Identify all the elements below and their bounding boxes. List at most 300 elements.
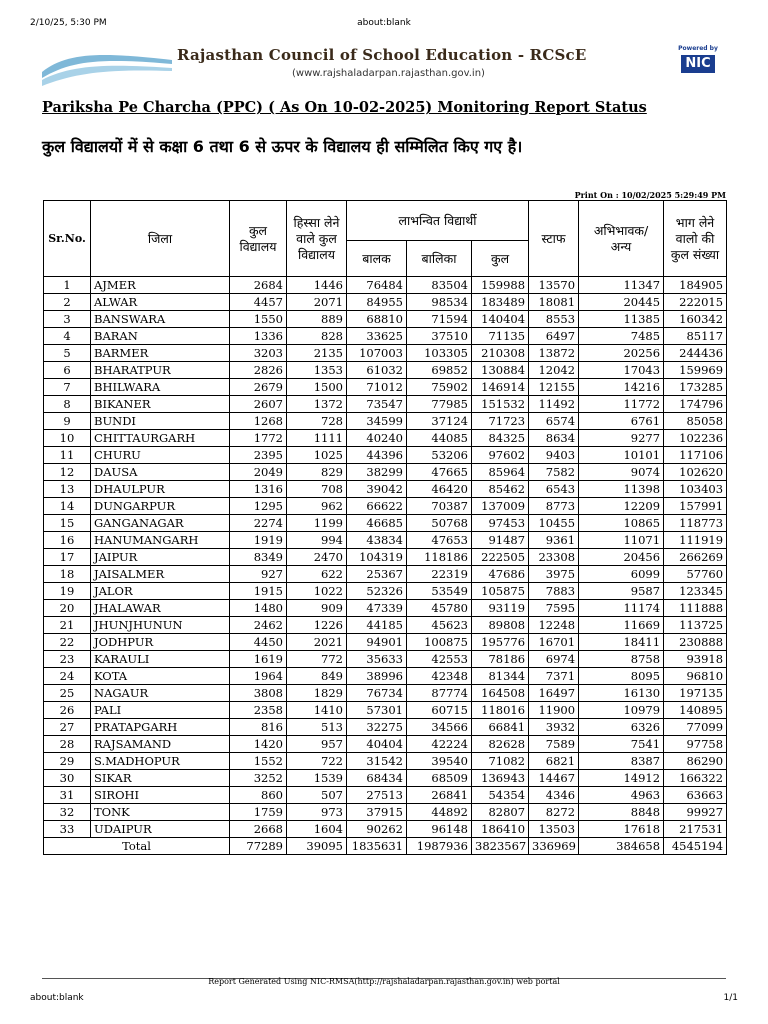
total-schools-cell: 1295 <box>230 498 287 515</box>
parents-cell: 11385 <box>579 311 664 328</box>
sr-no-cell: 18 <box>44 566 91 583</box>
sr-no-cell: 30 <box>44 770 91 787</box>
parents-cell: 6099 <box>579 566 664 583</box>
table-row <box>44 651 727 668</box>
participating-schools-cell: 962 <box>287 498 347 515</box>
parents-cell: 11071 <box>579 532 664 549</box>
participating-schools-cell: 2071 <box>287 294 347 311</box>
participating-schools-cell: 2135 <box>287 345 347 362</box>
sr-no-cell: 19 <box>44 583 91 600</box>
table-row <box>44 277 727 294</box>
participants-total-cell: 96810 <box>664 668 727 685</box>
sr-no-cell: 20 <box>44 600 91 617</box>
participants-total-cell: 97758 <box>664 736 727 753</box>
staff-cell: 7589 <box>529 736 579 753</box>
district-cell: TONK <box>91 804 230 821</box>
participants-total-cell: 230888 <box>664 634 727 651</box>
participating-schools-cell: 829 <box>287 464 347 481</box>
boys-cell: 40240 <box>347 430 407 447</box>
table-row <box>44 617 727 634</box>
total-schools-cell: 860 <box>230 787 287 804</box>
participating-schools-cell: 1829 <box>287 685 347 702</box>
participating-schools-cell: 728 <box>287 413 347 430</box>
table-row <box>44 685 727 702</box>
staff-cell: 8272 <box>529 804 579 821</box>
parents-cell: 11174 <box>579 600 664 617</box>
district-cell: DAUSA <box>91 464 230 481</box>
table-row <box>44 532 727 549</box>
girls-cell: 46420 <box>407 481 472 498</box>
girls-cell: 71594 <box>407 311 472 328</box>
parents-cell: 16130 <box>579 685 664 702</box>
girls-cell: 42224 <box>407 736 472 753</box>
boys-cell: 68810 <box>347 311 407 328</box>
table-row <box>44 515 727 532</box>
girls-cell: 103305 <box>407 345 472 362</box>
print-page-title: about:blank <box>357 18 411 28</box>
total-schools-cell: 1759 <box>230 804 287 821</box>
beneficiaries-total-cell: 89808 <box>472 617 529 634</box>
participating-schools-cell: 1353 <box>287 362 347 379</box>
total-schools-cell: 1316 <box>230 481 287 498</box>
parents-cell: 7485 <box>579 328 664 345</box>
participating-schools-cell: 973 <box>287 804 347 821</box>
participating-schools-cell: 1539 <box>287 770 347 787</box>
boys-cell: 84955 <box>347 294 407 311</box>
parents-cell: 11669 <box>579 617 664 634</box>
staff-cell: 7595 <box>529 600 579 617</box>
girls-cell: 47665 <box>407 464 472 481</box>
table-row <box>44 787 727 804</box>
girls-cell: 39540 <box>407 753 472 770</box>
participants-total-cell: 102236 <box>664 430 727 447</box>
total-schools-cell: 2826 <box>230 362 287 379</box>
district-cell: DHAULPUR <box>91 481 230 498</box>
total-schools-cell: 1964 <box>230 668 287 685</box>
total-schools-cell: 2274 <box>230 515 287 532</box>
participating-schools-cell: 1022 <box>287 583 347 600</box>
participating-schools-cell: 622 <box>287 566 347 583</box>
boys-cell: 71012 <box>347 379 407 396</box>
staff-cell: 6974 <box>529 651 579 668</box>
staff-cell: 11900 <box>529 702 579 719</box>
total-schools-cell: 2668 <box>230 821 287 838</box>
district-cell: CHITTAURGARH <box>91 430 230 447</box>
header-parents: अभिभावक/ अन्य <box>579 201 664 277</box>
participants-total-cell: 173285 <box>664 379 727 396</box>
sr-no-cell: 26 <box>44 702 91 719</box>
staff-cell: 7883 <box>529 583 579 600</box>
boys-cell: 38299 <box>347 464 407 481</box>
girls-cell: 42553 <box>407 651 472 668</box>
beneficiaries-total-cell: 183489 <box>472 294 529 311</box>
total-schools-cell: 1480 <box>230 600 287 617</box>
beneficiaries-total-cell: 82807 <box>472 804 529 821</box>
total-schools-cell: 1552 <box>230 753 287 770</box>
participants-total-cell: 111919 <box>664 532 727 549</box>
beneficiaries-total-cell: 210308 <box>472 345 529 362</box>
boys-cell: 44396 <box>347 447 407 464</box>
parents-cell: 6761 <box>579 413 664 430</box>
staff-cell: 16701 <box>529 634 579 651</box>
boys-cell: 66622 <box>347 498 407 515</box>
staff-cell: 9361 <box>529 532 579 549</box>
district-cell: PALI <box>91 702 230 719</box>
staff-cell: 9403 <box>529 447 579 464</box>
district-cell: BHARATPUR <box>91 362 230 379</box>
district-cell: BARAN <box>91 328 230 345</box>
boys-cell: 47339 <box>347 600 407 617</box>
parents-cell: 9587 <box>579 583 664 600</box>
parents-cell: 18411 <box>579 634 664 651</box>
staff-cell: 4346 <box>529 787 579 804</box>
participants-total-cell: 160342 <box>664 311 727 328</box>
report-footer: Report Generated Using NIC-RMSA(http://rajshaladarpan.rajasthan.gov.in) web portal <box>208 977 560 986</box>
table-row <box>44 447 727 464</box>
district-cell: DUNGARPUR <box>91 498 230 515</box>
girls-cell: 22319 <box>407 566 472 583</box>
table-body <box>44 277 727 838</box>
beneficiaries-total-cell: 85964 <box>472 464 529 481</box>
beneficiaries-total-cell: 85462 <box>472 481 529 498</box>
table-row <box>44 753 727 770</box>
participants-total-cell: 123345 <box>664 583 727 600</box>
table-row <box>44 362 727 379</box>
participants-total-cell: 103403 <box>664 481 727 498</box>
parents-cell: 11772 <box>579 396 664 413</box>
staff-cell: 8773 <box>529 498 579 515</box>
sr-no-cell: 29 <box>44 753 91 770</box>
parents-cell: 12209 <box>579 498 664 515</box>
parents-cell: 8387 <box>579 753 664 770</box>
header-boys: बालक <box>347 241 407 277</box>
parents-cell: 8848 <box>579 804 664 821</box>
org-name: Rajasthan Council of School Education - RCScE <box>177 46 587 64</box>
participants-total-cell: 57760 <box>664 566 727 583</box>
girls-cell: 83504 <box>407 277 472 294</box>
staff-cell: 3932 <box>529 719 579 736</box>
total-cell: 3823567 <box>472 838 529 855</box>
table-row <box>44 328 727 345</box>
beneficiaries-total-cell: 146914 <box>472 379 529 396</box>
beneficiaries-total-cell: 118016 <box>472 702 529 719</box>
beneficiaries-total-cell: 66841 <box>472 719 529 736</box>
table-row <box>44 396 727 413</box>
sr-no-cell: 17 <box>44 549 91 566</box>
total-schools-cell: 1420 <box>230 736 287 753</box>
boys-cell: 73547 <box>347 396 407 413</box>
sr-no-cell: 27 <box>44 719 91 736</box>
district-cell: NAGAUR <box>91 685 230 702</box>
participating-schools-cell: 2021 <box>287 634 347 651</box>
total-schools-cell: 3808 <box>230 685 287 702</box>
beneficiaries-total-cell: 81344 <box>472 668 529 685</box>
district-cell: HANUMANGARH <box>91 532 230 549</box>
district-cell: KOTA <box>91 668 230 685</box>
participating-schools-cell: 909 <box>287 600 347 617</box>
total-schools-cell: 4450 <box>230 634 287 651</box>
staff-cell: 13872 <box>529 345 579 362</box>
participants-total-cell: 85117 <box>664 328 727 345</box>
table-row <box>44 311 727 328</box>
sr-no-cell: 3 <box>44 311 91 328</box>
sr-no-cell: 32 <box>44 804 91 821</box>
beneficiaries-total-cell: 97453 <box>472 515 529 532</box>
total-cell: 39095 <box>287 838 347 855</box>
total-cell: 336969 <box>529 838 579 855</box>
sr-no-cell: 10 <box>44 430 91 447</box>
participants-total-cell: 222015 <box>664 294 727 311</box>
total-cell: 77289 <box>230 838 287 855</box>
beneficiaries-total-cell: 71082 <box>472 753 529 770</box>
sr-no-cell: 33 <box>44 821 91 838</box>
boys-cell: 33625 <box>347 328 407 345</box>
girls-cell: 69852 <box>407 362 472 379</box>
header-district: जिला <box>91 201 230 277</box>
staff-cell: 12155 <box>529 379 579 396</box>
staff-cell: 11492 <box>529 396 579 413</box>
girls-cell: 68509 <box>407 770 472 787</box>
table-row <box>44 430 727 447</box>
girls-cell: 44892 <box>407 804 472 821</box>
sr-no-cell: 16 <box>44 532 91 549</box>
district-cell: SIROHI <box>91 787 230 804</box>
staff-cell: 7582 <box>529 464 579 481</box>
girls-cell: 118186 <box>407 549 472 566</box>
beneficiaries-total-cell: 136943 <box>472 770 529 787</box>
beneficiaries-total-cell: 151532 <box>472 396 529 413</box>
header-participating-schools: हिस्सा लेने वाले कुल विद्यालय <box>287 201 347 277</box>
header-staff: स्टाफ <box>529 201 579 277</box>
girls-cell: 75902 <box>407 379 472 396</box>
boys-cell: 27513 <box>347 787 407 804</box>
girls-cell: 60715 <box>407 702 472 719</box>
sr-no-cell: 6 <box>44 362 91 379</box>
girls-cell: 53549 <box>407 583 472 600</box>
wave-logo-icon <box>42 42 172 90</box>
girls-cell: 45780 <box>407 600 472 617</box>
beneficiaries-total-cell: 97602 <box>472 447 529 464</box>
header-participants-total: भाग लेने वालो की कुल संख्या <box>664 201 727 277</box>
total-schools-cell: 1772 <box>230 430 287 447</box>
participants-total-cell: 93918 <box>664 651 727 668</box>
total-schools-cell: 1915 <box>230 583 287 600</box>
district-cell: GANGANAGAR <box>91 515 230 532</box>
report-note: कुल विद्यालयों में से कक्षा 6 तथा 6 से ऊपर के विद्यालय ही सम्मिलित किए गए है। <box>42 137 523 156</box>
boys-cell: 52326 <box>347 583 407 600</box>
district-cell: RAJSAMAND <box>91 736 230 753</box>
sr-no-cell: 4 <box>44 328 91 345</box>
total-schools-cell: 1336 <box>230 328 287 345</box>
header-total-schools: कुल विद्यालय <box>230 201 287 277</box>
parents-cell: 11347 <box>579 277 664 294</box>
powered-by-label: Powered by <box>678 45 718 52</box>
table-row <box>44 668 727 685</box>
participating-schools-cell: 2470 <box>287 549 347 566</box>
boys-cell: 57301 <box>347 702 407 719</box>
beneficiaries-total-cell: 91487 <box>472 532 529 549</box>
staff-cell: 10455 <box>529 515 579 532</box>
boys-cell: 40404 <box>347 736 407 753</box>
beneficiaries-total-cell: 195776 <box>472 634 529 651</box>
girls-cell: 42348 <box>407 668 472 685</box>
boys-cell: 76734 <box>347 685 407 702</box>
total-schools-cell: 2462 <box>230 617 287 634</box>
boys-cell: 38996 <box>347 668 407 685</box>
girls-cell: 100875 <box>407 634 472 651</box>
total-cell: 1835631 <box>347 838 407 855</box>
participating-schools-cell: 507 <box>287 787 347 804</box>
table-row <box>44 566 727 583</box>
total-schools-cell: 1268 <box>230 413 287 430</box>
boys-cell: 46685 <box>347 515 407 532</box>
parents-cell: 14912 <box>579 770 664 787</box>
table-row <box>44 464 727 481</box>
total-schools-cell: 816 <box>230 719 287 736</box>
participating-schools-cell: 1025 <box>287 447 347 464</box>
staff-cell: 14467 <box>529 770 579 787</box>
boys-cell: 90262 <box>347 821 407 838</box>
participants-total-cell: 197135 <box>664 685 727 702</box>
staff-cell: 18081 <box>529 294 579 311</box>
participants-total-cell: 157991 <box>664 498 727 515</box>
participants-total-cell: 102620 <box>664 464 727 481</box>
district-cell: JHALAWAR <box>91 600 230 617</box>
participating-schools-cell: 828 <box>287 328 347 345</box>
parents-cell: 17043 <box>579 362 664 379</box>
total-schools-cell: 2679 <box>230 379 287 396</box>
parents-cell: 10979 <box>579 702 664 719</box>
sr-no-cell: 13 <box>44 481 91 498</box>
staff-cell: 12042 <box>529 362 579 379</box>
table-row <box>44 498 727 515</box>
participating-schools-cell: 1199 <box>287 515 347 532</box>
total-schools-cell: 2607 <box>230 396 287 413</box>
total-cell: 384658 <box>579 838 664 855</box>
total-schools-cell: 8349 <box>230 549 287 566</box>
district-cell: AJMER <box>91 277 230 294</box>
total-schools-cell: 4457 <box>230 294 287 311</box>
sr-no-cell: 31 <box>44 787 91 804</box>
district-cell: JAIPUR <box>91 549 230 566</box>
participating-schools-cell: 849 <box>287 668 347 685</box>
participants-total-cell: 85058 <box>664 413 727 430</box>
participating-schools-cell: 1372 <box>287 396 347 413</box>
beneficiaries-total-cell: 159988 <box>472 277 529 294</box>
participating-schools-cell: 722 <box>287 753 347 770</box>
total-schools-cell: 2358 <box>230 702 287 719</box>
beneficiaries-total-cell: 71723 <box>472 413 529 430</box>
girls-cell: 87774 <box>407 685 472 702</box>
header-sr-no: Sr.No. <box>44 201 91 277</box>
boys-cell: 94901 <box>347 634 407 651</box>
participants-total-cell: 244436 <box>664 345 727 362</box>
district-cell: JAISALMER <box>91 566 230 583</box>
total-cell: 4545194 <box>664 838 727 855</box>
participating-schools-cell: 708 <box>287 481 347 498</box>
staff-cell: 23308 <box>529 549 579 566</box>
table-row <box>44 583 727 600</box>
beneficiaries-total-cell: 222505 <box>472 549 529 566</box>
header-beneficiaries: लाभन्वित विद्यार्थी <box>347 201 529 241</box>
print-footer-url: about:blank <box>30 993 84 1003</box>
girls-cell: 77985 <box>407 396 472 413</box>
staff-cell: 7371 <box>529 668 579 685</box>
beneficiaries-total-cell: 71135 <box>472 328 529 345</box>
participating-schools-cell: 1410 <box>287 702 347 719</box>
parents-cell: 9277 <box>579 430 664 447</box>
girls-cell: 37510 <box>407 328 472 345</box>
rcsce-banner <box>42 40 728 92</box>
district-cell: S.MADHOPUR <box>91 753 230 770</box>
participating-schools-cell: 957 <box>287 736 347 753</box>
total-schools-cell: 1919 <box>230 532 287 549</box>
nic-badge <box>670 45 726 89</box>
district-cell: JALOR <box>91 583 230 600</box>
boys-cell: 107003 <box>347 345 407 362</box>
staff-cell: 6821 <box>529 753 579 770</box>
total-schools-cell: 2049 <box>230 464 287 481</box>
girls-cell: 44085 <box>407 430 472 447</box>
district-cell: BIKANER <box>91 396 230 413</box>
beneficiaries-total-cell: 130884 <box>472 362 529 379</box>
parents-cell: 20456 <box>579 549 664 566</box>
participants-total-cell: 217531 <box>664 821 727 838</box>
table-row <box>44 736 727 753</box>
sr-no-cell: 21 <box>44 617 91 634</box>
sr-no-cell: 24 <box>44 668 91 685</box>
participating-schools-cell: 513 <box>287 719 347 736</box>
district-cell: UDAIPUR <box>91 821 230 838</box>
participants-total-cell: 117106 <box>664 447 727 464</box>
sr-no-cell: 5 <box>44 345 91 362</box>
beneficiaries-total-cell: 164508 <box>472 685 529 702</box>
participants-total-cell: 140895 <box>664 702 727 719</box>
parents-cell: 20445 <box>579 294 664 311</box>
girls-cell: 53206 <box>407 447 472 464</box>
participating-schools-cell: 994 <box>287 532 347 549</box>
table-row <box>44 634 727 651</box>
total-schools-cell: 1619 <box>230 651 287 668</box>
boys-cell: 35633 <box>347 651 407 668</box>
total-schools-cell: 3252 <box>230 770 287 787</box>
boys-cell: 37915 <box>347 804 407 821</box>
participating-schools-cell: 1604 <box>287 821 347 838</box>
beneficiaries-total-cell: 47686 <box>472 566 529 583</box>
girls-cell: 50768 <box>407 515 472 532</box>
header-beneficiaries-total: कुल <box>472 241 529 277</box>
total-schools-cell: 1550 <box>230 311 287 328</box>
parents-cell: 10101 <box>579 447 664 464</box>
boys-cell: 68434 <box>347 770 407 787</box>
print-datetime: 2/10/25, 5:30 PM <box>30 18 107 28</box>
sr-no-cell: 15 <box>44 515 91 532</box>
beneficiaries-total-cell: 84325 <box>472 430 529 447</box>
total-cell: 1987936 <box>407 838 472 855</box>
table-row <box>44 770 727 787</box>
staff-cell: 13570 <box>529 277 579 294</box>
staff-cell: 6543 <box>529 481 579 498</box>
sr-no-cell: 8 <box>44 396 91 413</box>
browser-print-footer <box>0 993 768 1007</box>
girls-cell: 34566 <box>407 719 472 736</box>
beneficiaries-total-cell: 140404 <box>472 311 529 328</box>
beneficiaries-total-cell: 78186 <box>472 651 529 668</box>
table-row <box>44 413 727 430</box>
boys-cell: 31542 <box>347 753 407 770</box>
print-page-count: 1/1 <box>723 993 738 1003</box>
boys-cell: 32275 <box>347 719 407 736</box>
